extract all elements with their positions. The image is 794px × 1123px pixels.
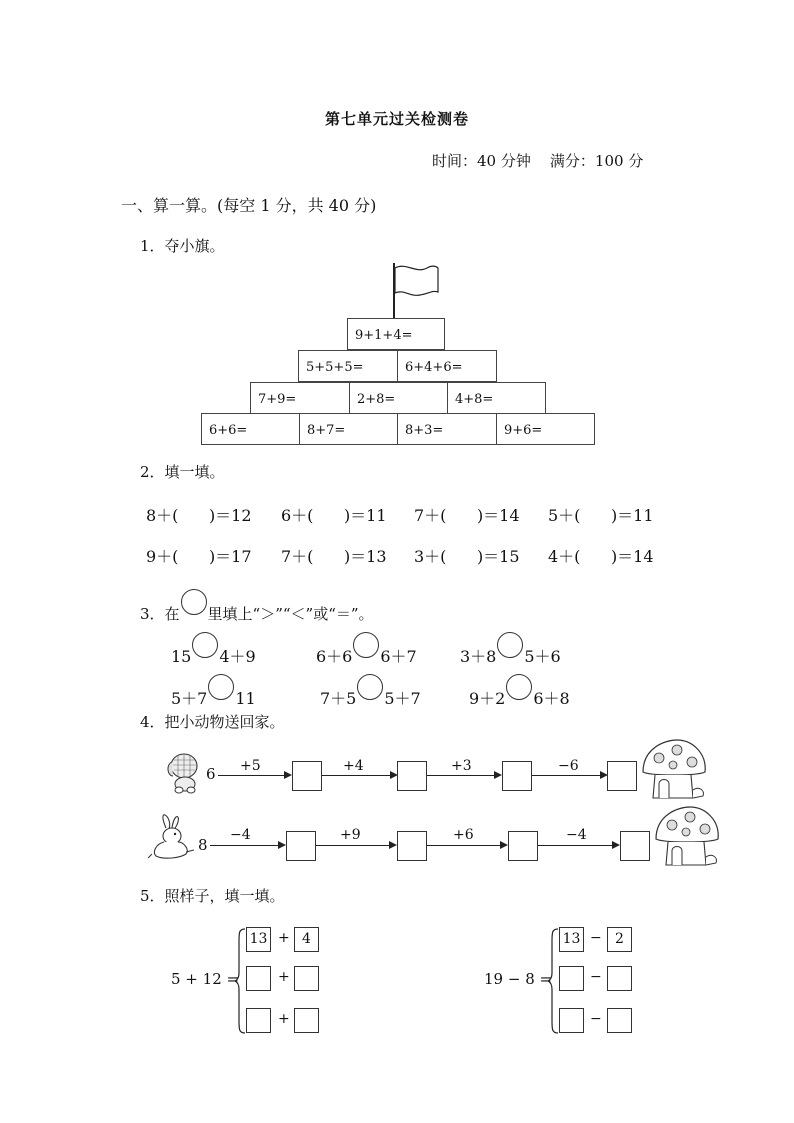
compare-right: 6＋8 [533, 689, 570, 708]
brace-icon [547, 927, 559, 1035]
example-box: 13 [559, 927, 584, 952]
pyramid-brick: 6+6= [201, 413, 300, 445]
example-box: 2 [607, 927, 632, 952]
compare-circle[interactable] [353, 632, 379, 658]
page-title: 第七单元过关检测卷 [324, 110, 469, 128]
compare-right: 11 [235, 689, 256, 708]
answer-box[interactable] [620, 831, 650, 861]
fill-equation[interactable]: 3＋( )＝15 [414, 547, 520, 566]
arrow-head [278, 841, 286, 849]
chain1-op: +5 [240, 758, 261, 774]
fill-equation[interactable]: 5＋( )＝11 [548, 506, 654, 525]
mushroom-house-icon [650, 805, 722, 869]
arrow-head [500, 841, 508, 849]
example-box: 4 [294, 927, 319, 952]
q4-label: 4．把小动物送回家。 [140, 713, 285, 731]
pyramid-brick: 6+4+6= [397, 350, 497, 382]
fill-equation[interactable]: 9＋( )＝17 [146, 547, 252, 566]
compare-circle[interactable] [357, 674, 383, 700]
q3-label [140, 589, 374, 624]
q3-label-post: 里填上“＞”“＜”或“＝”。 [207, 605, 374, 623]
arrow [210, 845, 280, 846]
arrow [427, 845, 501, 846]
circle-icon [181, 589, 207, 615]
compare-left: 3＋8 [460, 647, 497, 666]
answer-box[interactable] [294, 1008, 319, 1033]
compare-left: 5＋7 [171, 689, 208, 708]
compare-right: 5＋7 [384, 689, 421, 708]
chain1-start: 6 [206, 765, 216, 783]
pyramid-brick: 9+1+4= [347, 318, 445, 350]
pyramid-brick: 8+3= [397, 413, 497, 445]
answer-box[interactable] [559, 966, 584, 991]
arrow [316, 845, 390, 846]
compare-right: 5＋6 [524, 647, 561, 666]
fill-equation[interactable]: 7＋( )＝13 [281, 547, 387, 566]
answer-box[interactable] [286, 831, 316, 861]
time-score-info: 时间：40 分钟 满分：100 分 [432, 152, 644, 170]
chain2-op: +9 [340, 827, 361, 843]
arrow [218, 775, 286, 776]
answer-box[interactable] [397, 761, 427, 791]
chain1-op: +3 [451, 758, 472, 774]
chain2-start: 8 [198, 836, 208, 854]
compare-left: 15 [171, 647, 192, 666]
compare-right: 4＋9 [219, 647, 256, 666]
q1-label: 1．夺小旗。 [140, 237, 225, 255]
answer-box[interactable] [559, 1008, 584, 1033]
arrow [427, 775, 495, 776]
chain2-op: −4 [566, 827, 587, 843]
compare-circle[interactable] [497, 632, 523, 658]
q5-left-expr: 5 + 12 = [171, 970, 240, 988]
answer-box[interactable] [607, 761, 637, 791]
mushroom-house-icon [637, 738, 709, 802]
arrow [322, 775, 390, 776]
answer-box[interactable] [607, 966, 632, 991]
arrow-head [494, 771, 502, 779]
arrow-head [389, 841, 397, 849]
pyramid-brick: 8+7= [299, 413, 398, 445]
compare-item [171, 632, 256, 667]
pyramid-brick: 5+5+5= [298, 350, 398, 382]
compare-circle[interactable] [192, 632, 218, 658]
answer-box[interactable] [502, 761, 532, 791]
brace-icon [234, 927, 246, 1035]
answer-box[interactable] [246, 966, 271, 991]
chain2-op: +6 [453, 827, 474, 843]
compare-item [320, 674, 421, 709]
compare-item [460, 632, 561, 667]
section-heading: 一、算一算。(每空 1 分，共 40 分) [121, 196, 377, 215]
answer-box[interactable] [607, 1008, 632, 1033]
rabbit-icon [146, 812, 198, 862]
arrow [538, 845, 614, 846]
compare-item [171, 674, 256, 709]
example-box: 13 [246, 927, 271, 952]
fill-equation[interactable]: 8＋( )＝12 [146, 506, 252, 525]
compare-left: 7＋5 [320, 689, 357, 708]
op-symbol: − [590, 1011, 602, 1027]
answer-box[interactable] [292, 761, 322, 791]
fill-equation[interactable]: 6＋( )＝11 [281, 506, 387, 525]
compare-left: 9＋2 [469, 689, 506, 708]
arrow [532, 775, 602, 776]
fill-equation[interactable]: 4＋( )＝14 [548, 547, 654, 566]
op-symbol: + [278, 969, 290, 985]
compare-right: 6＋7 [380, 647, 417, 666]
op-symbol: + [278, 930, 290, 946]
answer-box[interactable] [246, 1008, 271, 1033]
chain2-op: −4 [230, 827, 251, 843]
q5-right-expr: 19 − 8 = [484, 970, 553, 988]
op-symbol: − [590, 969, 602, 985]
op-symbol: − [590, 930, 602, 946]
pyramid-brick: 9+6= [496, 413, 595, 445]
compare-item [316, 632, 417, 667]
q3-label-pre: 3．在 [140, 605, 180, 623]
compare-item [469, 674, 570, 709]
answer-box[interactable] [294, 966, 319, 991]
pyramid-brick: 4+8= [447, 382, 546, 414]
compare-circle[interactable] [208, 674, 234, 700]
pyramid-brick: 2+8= [349, 382, 448, 414]
answer-box[interactable] [397, 831, 427, 861]
q5-label: 5．照样子，填一填。 [140, 887, 285, 905]
arrow-head [284, 771, 292, 779]
flag-icon [394, 264, 440, 300]
compare-left: 6＋6 [316, 647, 353, 666]
pyramid-brick: 7+9= [250, 382, 350, 414]
chain1-op: −6 [558, 758, 579, 774]
op-symbol: + [278, 1011, 290, 1027]
dog-icon [164, 748, 206, 794]
chain1-op: +4 [343, 758, 364, 774]
compare-circle[interactable] [506, 674, 532, 700]
answer-box[interactable] [508, 831, 538, 861]
fill-equation[interactable]: 7＋( )＝14 [414, 506, 520, 525]
q2-label: 2．填一填。 [140, 463, 225, 481]
arrow-head [612, 841, 620, 849]
